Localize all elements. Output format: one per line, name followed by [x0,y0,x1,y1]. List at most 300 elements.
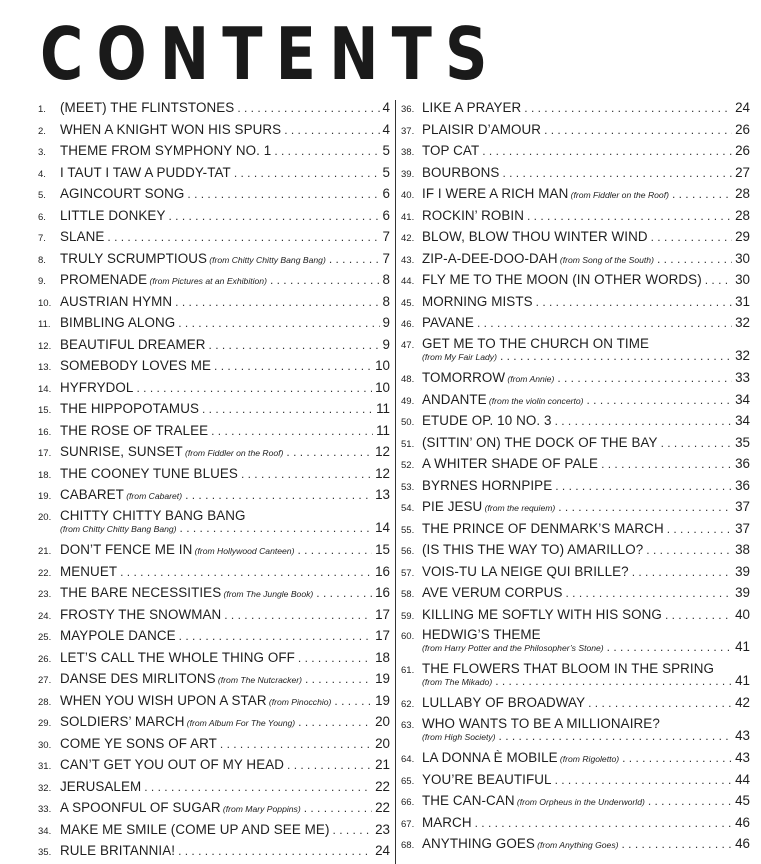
entry-title: I TAUT I TAW A PUDDY-TAT [60,164,231,180]
entry-title: A SPOONFUL OF SUGAR [60,800,221,816]
dot-leader [566,586,733,600]
entry-source-note: (from The Nutcracker) [217,675,302,686]
entry-page-number: 34 [735,391,750,407]
dot-leader [555,479,732,493]
dot-leader [316,586,372,600]
entry-title: ROCKIN’ ROBIN [422,207,524,223]
entry-page-number: 43 [735,727,750,743]
entry-title: SUNRISE, SUNSET [60,444,183,459]
toc-entry[interactable] [38,797,390,819]
entry-source-note: (from the violin concerto) [488,395,584,406]
entry-number: 26. [38,653,52,665]
entry-source-note: (from High Society) [422,731,496,742]
entry-number: 14. [38,383,52,395]
dot-leader [284,123,379,137]
entry-page-number: 11 [376,422,390,438]
toc-entry[interactable] [401,790,750,812]
entry-number: 21. [38,546,52,558]
entry-number: 53. [401,481,415,493]
entry-number: 61. [401,664,415,676]
dot-leader [601,457,732,471]
entry-page-number: 27 [735,164,750,180]
dot-leader [241,467,372,481]
dot-leader [305,672,372,686]
entry-number: 19. [38,491,52,502]
entry-number: 34. [38,825,52,837]
dot-leader [304,801,372,815]
entry-page-number: 14 [375,519,390,535]
toc-entry[interactable] [38,582,390,604]
entry-page-number: 32 [735,347,750,363]
entry-number: 9. [38,276,46,287]
toc-entry[interactable] [38,625,390,647]
dot-leader [333,823,373,837]
toc-entry[interactable] [401,833,750,855]
dot-leader [651,230,732,244]
entry-title: WHEN A KNIGHT WON HIS SPURS [60,121,282,137]
dot-leader [224,608,372,622]
toc-entry[interactable] [38,690,390,712]
entry-source-note: (from My Fair Lady) [422,351,497,362]
entry-page-number: 17 [375,606,390,622]
toc-entry[interactable] [38,754,390,776]
dot-leader [220,737,372,751]
toc-entry[interactable] [38,539,390,561]
entry-page-number: 5 [382,164,390,180]
dot-leader [107,230,379,244]
entry-number: 32. [38,782,52,794]
dot-leader [185,488,372,502]
entry-page-number: 24 [375,843,390,859]
dot-leader [499,729,733,743]
toc-entry[interactable] [401,367,750,389]
entry-page-number: 22 [375,778,390,794]
entry-source-note: (from Rigoletto) [559,754,620,765]
entry-page-number: 46 [735,814,750,830]
toc-entry[interactable] [401,269,750,291]
entry-title: LULLABY OF BROADWAY [422,695,586,711]
toc-entry[interactable] [38,711,390,733]
entry-number: 33. [38,804,52,816]
dot-leader [622,751,732,765]
entry-number: 22. [38,567,52,579]
toc-entry[interactable] [401,410,750,432]
toc-entry[interactable] [38,269,390,291]
entry-page-number: 6 [382,207,390,223]
entry-page-number: 37 [735,520,750,536]
entry-title: TOMORROW [422,370,506,386]
entry-page-number: 20 [375,714,390,730]
entry-page-number: 26 [735,121,750,137]
entry-number: 42. [401,233,415,244]
entry-page-number: 26 [735,143,750,158]
entry-page-number: 12 [375,444,390,459]
entry-number: 43. [401,254,415,266]
entry-title: TRULY SCRUMPTIOUS [60,250,208,266]
entry-title: LITTLE DONKEY [60,207,166,223]
entry-page-number: 7 [382,229,390,244]
entry-source-note: (from Chitty Chitty Bang Bang) [60,523,177,534]
dot-leader [270,273,380,287]
entry-number: 17. [38,448,52,459]
toc-entry[interactable] [38,668,390,690]
entry-page-number: 30 [735,250,750,266]
entry-source-note: (from Chitty Chitty Bang Bang) [209,254,326,265]
entry-title: SLANE [60,229,105,244]
entry-page-number: 34 [735,413,750,429]
dot-leader [524,101,732,115]
entry-page-number: 6 [382,186,390,201]
entry-page-number: 30 [735,272,750,287]
toc-entry[interactable] [401,334,750,368]
entry-title: KILLING ME SOFTLY WITH HIS SONG [422,606,662,622]
entry-page-number: 36 [735,477,750,493]
dot-leader [298,715,372,729]
entry-page-number: 20 [375,735,390,751]
toc-entry[interactable] [38,183,390,205]
toc-entry[interactable] [38,226,390,248]
entry-title: IF I WERE A RICH MAN [422,186,569,201]
entry-source-note: (from Orpheus in the Underworld) [516,797,645,808]
entry-title: VOIS-TU LA NEIGE QUI BRILLE? [422,563,629,579]
toc-entry[interactable] [401,119,750,141]
entry-title: TOP CAT [422,143,480,158]
dot-leader [180,521,373,535]
toc-entry[interactable] [38,819,390,841]
entry-title: THE BARE NECESSITIES [60,585,222,601]
toc-entry[interactable] [401,312,750,334]
entry-title: BYRNES HORNPIPE [422,477,553,493]
toc-entry[interactable] [38,604,390,626]
entry-title: ETUDE OP. 10 NO. 3 [422,413,552,429]
entry-number: 20. [38,511,52,523]
entry-number: 63. [401,719,415,731]
entry-title: GET ME TO THE CHURCH ON TIME [422,335,649,351]
toc-entry[interactable] [38,561,390,583]
toc-entry[interactable] [38,248,390,270]
entry-number: 2. [38,125,46,137]
dot-leader [211,424,373,438]
dot-leader [179,629,372,643]
dot-leader [544,123,732,137]
entry-page-number: 24 [735,100,750,115]
entry-page-number: 8 [382,293,390,309]
entry-number: 11. [38,319,51,330]
dot-leader [555,414,733,428]
toc-entry[interactable] [38,205,390,227]
toc-entry[interactable] [38,355,390,377]
toc-entry[interactable] [401,518,750,540]
entry-number: 44. [401,276,415,287]
entry-page-number: 22 [375,800,390,816]
entry-title: THE HIPPOPOTAMUS [60,401,199,416]
entry-title: LET’S CALL THE WHOLE THING OFF [60,649,295,665]
dot-leader [168,209,379,223]
entry-source-note: (from Anything Goes) [537,840,619,851]
entry-title: THE COONEY TUNE BLUES [60,465,238,481]
toc-entry[interactable] [401,140,750,162]
toc-entry[interactable] [38,733,390,755]
entry-page-number: 11 [376,401,390,416]
entry-number: 31. [38,761,52,773]
entry-number: 23. [38,589,52,601]
entry-page-number: 44 [735,771,750,787]
dot-leader [136,381,372,395]
entry-page-number: 46 [735,836,750,852]
toc-entry[interactable] [401,496,750,518]
dot-leader [297,543,372,557]
dot-leader [672,187,732,201]
entry-title: SOMEBODY LOVES ME [60,358,212,373]
toc-entry[interactable] [401,432,750,454]
entry-number: 25. [38,632,52,644]
entry-page-number: 23 [375,821,390,837]
dot-leader [557,371,732,385]
entry-page-number: 38 [735,542,750,558]
page-title: CONTENTS [40,12,501,96]
entry-title: HYFRYDOL [60,379,134,395]
entry-number: 66. [401,797,415,809]
toc-entry[interactable] [38,291,390,313]
entry-page-number: 18 [375,649,390,665]
dot-leader [536,295,732,309]
entry-title: WHEN YOU WISH UPON A STAR [60,692,267,708]
entry-number: 68. [401,840,415,852]
toc-entry[interactable] [401,539,750,561]
entry-source-note: (from The Mikado) [422,676,493,687]
entry-page-number: 15 [375,542,390,558]
entry-page-number: 28 [735,186,750,201]
toc-entry[interactable] [401,812,750,834]
entry-title: YOU’RE BEAUTIFUL [422,771,552,787]
dot-leader [475,816,732,830]
dot-leader [234,166,380,180]
entry-page-number: 41 [735,639,750,655]
entry-title: BIMBLING ALONG [60,315,176,330]
entry-number: 48. [401,374,415,386]
entry-title: THE ROSE OF TRALEE [60,422,209,438]
dot-leader [287,758,372,772]
entry-number: 60. [401,631,415,643]
entry-title: THE FLOWERS THAT BLOOM IN THE SPRING [422,660,715,676]
entry-title: AUSTRIAN HYMN [60,293,173,309]
entry-number: 52. [401,460,415,472]
entry-number: 1. [38,104,46,115]
entry-title: BLOW, BLOW THOU WINTER WIND [422,229,648,244]
toc-entry[interactable] [38,162,390,184]
dot-leader [329,252,380,266]
toc-entry[interactable] [38,97,390,119]
entry-page-number: 10 [375,358,390,373]
toc-entry[interactable] [401,97,750,119]
contents-column-left [38,97,390,862]
entry-page-number: 13 [375,487,390,502]
entry-number: 58. [401,589,415,601]
toc-entry[interactable] [38,441,390,463]
entry-source-note: (from The Jungle Book) [223,589,314,600]
dot-leader [587,393,733,407]
toc-entry[interactable] [401,389,750,411]
entry-page-number: 9 [382,336,390,352]
toc-entry[interactable] [401,475,750,497]
entry-page-number: 7 [382,250,390,266]
entry-number: 5. [38,190,46,201]
entry-page-number: 16 [375,585,390,601]
entry-number: 6. [38,211,46,223]
dot-leader [495,674,732,688]
entry-number: 67. [401,818,415,830]
entry-number: 27. [38,675,52,687]
entry-number: 7. [38,233,46,244]
entry-source-note: (from Hollywood Canteen) [194,546,295,557]
toc-entry[interactable] [401,604,750,626]
entry-title: MARCH [422,814,472,830]
entry-page-number: 33 [735,370,750,386]
toc-entry[interactable] [38,484,390,506]
toc-entry[interactable] [401,205,750,227]
entry-number: 45. [401,297,415,309]
toc-entry[interactable] [401,162,750,184]
toc-entry[interactable] [38,840,390,862]
toc-entry[interactable] [38,420,390,442]
toc-entry[interactable] [401,692,750,714]
dot-leader [646,543,732,557]
toc-entry[interactable] [401,183,750,205]
entry-source-note: (from Song of the South) [559,254,654,265]
entry-title: LA DONNA È MOBILE [422,750,558,766]
entry-number: 50. [401,417,415,429]
toc-entry[interactable] [401,453,750,475]
entry-title: ZIP-A-DEE-DOO-DAH [422,250,558,266]
entry-title: LIKE A PRAYER [422,100,522,115]
entry-title: (IS THIS THE WAY TO) AMARILLO? [422,542,644,558]
toc-entry[interactable] [401,659,750,693]
dot-leader [502,166,732,180]
entry-number: 30. [38,739,52,751]
dot-leader [334,694,372,708]
toc-entry[interactable] [401,769,750,791]
entry-number: 56. [401,546,415,558]
dot-leader [202,402,373,416]
entry-source-note: (from Mary Poppins) [222,804,301,815]
dot-leader [632,565,732,579]
entry-title: DON’T FENCE ME IN [60,542,193,558]
entry-page-number: 36 [735,456,750,472]
entry-page-number: 43 [735,750,750,766]
entry-number: 47. [401,339,415,351]
entry-page-number: 10 [375,379,390,395]
dot-leader [555,773,733,787]
contents-column-right [401,97,750,855]
entry-title: CHITTY CHITTY BANG BANG [60,507,246,523]
entry-page-number: 39 [735,585,750,601]
entry-number: 65. [401,775,415,787]
entry-number: 15. [38,405,52,416]
entry-title: COME YE SONS OF ART [60,735,217,751]
entry-page-number: 9 [382,315,390,330]
toc-entry[interactable] [401,582,750,604]
entry-title: SOLDIERS’ MARCH [60,714,185,730]
entry-title: PIE JESU [422,499,483,515]
toc-entry[interactable] [401,561,750,583]
toc-entry[interactable] [401,747,750,769]
entry-page-number: 37 [735,499,750,515]
dot-leader [120,565,372,579]
entry-number: 10. [38,297,52,309]
dot-leader [144,780,372,794]
entry-page-number: 12 [375,465,390,481]
entry-title: ANYTHING GOES [422,836,535,852]
dot-leader [286,445,372,459]
entry-page-number: 8 [382,272,390,287]
entry-source-note: (from Pinocchio) [268,696,332,707]
toc-entry[interactable] [401,291,750,313]
entry-number: 16. [38,426,52,438]
entry-page-number: 19 [375,692,390,708]
entry-title: MAYPOLE DANCE [60,628,176,644]
entry-number: 3. [38,147,46,158]
dot-leader [588,696,732,710]
entry-title: FROSTY THE SNOWMAN [60,606,222,622]
toc-entry[interactable] [38,312,390,334]
entry-title: RULE BRITANNIA! [60,843,176,859]
dot-leader [661,436,733,450]
toc-entry[interactable] [401,226,750,248]
toc-entry[interactable] [38,463,390,485]
toc-entry[interactable] [401,625,750,659]
toc-entry[interactable] [401,714,750,748]
toc-entry[interactable] [38,377,390,399]
entry-number: 62. [401,699,415,711]
entry-number: 51. [401,438,415,450]
entry-title: DANSE DES MIRLITONS [60,671,216,687]
dot-leader [482,144,732,158]
toc-entry[interactable] [38,776,390,798]
entry-title: FLY ME TO THE MOON (IN OTHER WORDS) [422,272,702,287]
toc-entry[interactable] [38,119,390,141]
entry-title: AVE VERUM CORPUS [422,585,563,601]
entry-number: 46. [401,319,415,330]
entry-page-number: 29 [735,229,750,244]
toc-entry[interactable] [38,506,390,540]
entry-page-number: 17 [375,628,390,644]
entry-number: 13. [38,362,52,373]
entry-page-number: 40 [735,606,750,622]
entry-title: PAVANE [422,315,474,330]
entry-page-number: 4 [382,100,390,115]
toc-entry[interactable] [38,334,390,356]
toc-entry[interactable] [401,248,750,270]
entry-number: 37. [401,125,415,137]
dot-leader [648,794,732,808]
toc-entry[interactable] [38,140,390,162]
entry-title: THE CAN-CAN [422,793,515,809]
entry-title: MORNING MISTS [422,293,533,309]
entry-page-number: 41 [735,672,750,688]
entry-title: AGINCOURT SONG [60,186,185,201]
entry-page-number: 39 [735,563,750,579]
entry-number: 29. [38,718,52,730]
toc-entry[interactable] [38,398,390,420]
entry-number: 41. [401,211,415,223]
entry-number: 12. [38,340,52,352]
entry-number: 57. [401,567,415,579]
entry-title: BEAUTIFUL DREAMER [60,336,206,352]
entry-number: 35. [38,847,52,859]
dot-leader [209,338,380,352]
entry-page-number: 32 [735,315,750,330]
toc-entry[interactable] [38,647,390,669]
